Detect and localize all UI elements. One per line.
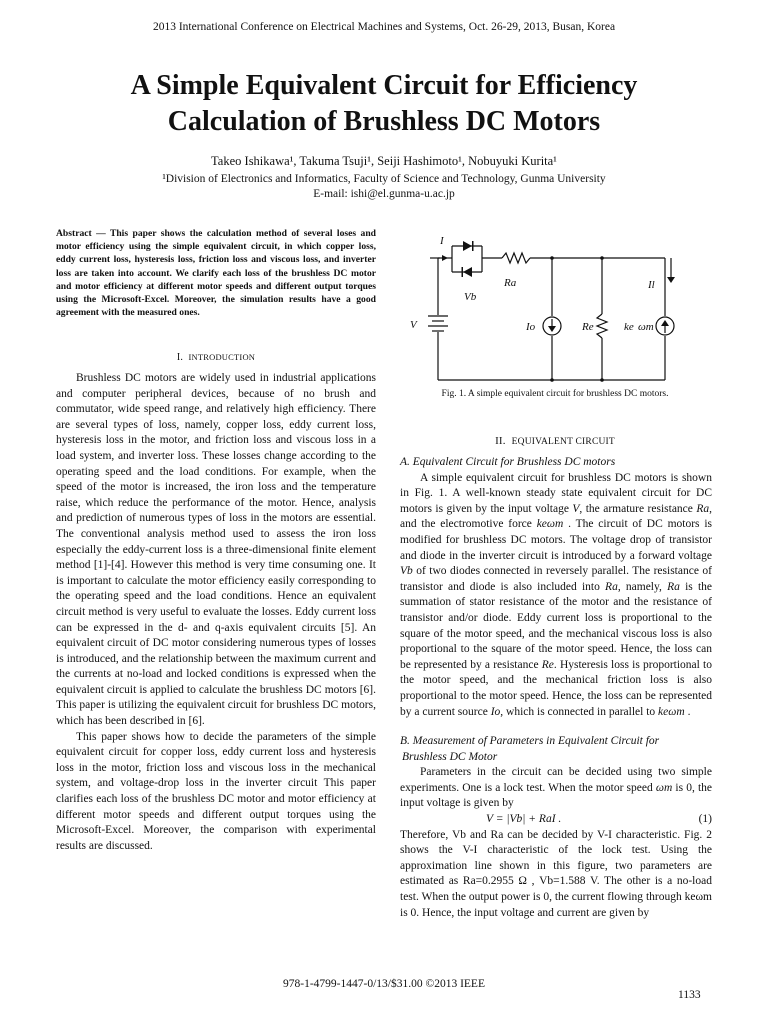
copyright-footer: 978-1-4799-1447-0/13/$31.00 ©2013 IEEE — [283, 978, 485, 990]
section-2-body — [400, 455, 712, 921]
section-title: INTRODUCTION — [188, 352, 256, 362]
subsection-a-paragraph: A simple equivalent circuit for brushless DC motors is shown in Fig. 1. A well-known steady state equivalent circuit for DC motors is given by the input voltage V, the armature resistance Ra, and the electromotive force keωm . The circuit of DC motors is modified for brushless DC motors. The voltage drop of transistor and diode in the inverter circuit is introduced by a forward voltage Vb of two diodes connected in reversely parallel. The resistance of transistor and diode is also included into Ra, namely, Ra is the summation of stator resistance of the motor and the resistance of transistor and/or diode. Eddy current loss is proportional to the square of the motor speed, and the mechanical viscous loss is also proportional to the square of the motor speed. Hence, the loss can be represented by a resistance Re. Hysteresis loss is proportional to the motor speed, and the mechanical friction loss is also proportional to the motor speed. Hence, the loss can be represented by a current source Io, which is connected in parallel to keωm . — [400, 471, 712, 718]
equation-1-number: (1) — [698, 813, 712, 826]
title-line-2: Calculation of Brushless DC Motors — [167, 106, 601, 137]
conference-header: 2013 International Conference on Electrical Machines and Systems, Oct. 26-29, 2013, Busan, Korea — [152, 21, 616, 33]
affiliation-block — [0, 172, 768, 202]
abstract: Abstract — This paper shows the calculation method of several loses and motor efficiency using the simple equivalent circuit, in which copper loss, eddy current loss, hysteresis loss, friction loss and viscous loss, and inverter loss are taken into account. We clarify each loss of the brushless DC motor and motor efficiency at different motor speeds and different output torques using the Microsoft-Excel. Moreover, the simulation results have a good agreement with the measured ones. — [56, 228, 376, 319]
section-heading-introduction — [56, 352, 376, 363]
section-title: EQUIVALENT CIRCUIT — [511, 437, 615, 447]
subsection-b-paragraph-1: Parameters in the circuit can be decided using two simple experiments. One is a lock test. When the motor speed ωm is 0, the input voltage is given by — [400, 766, 712, 810]
section-number: I. — [176, 352, 184, 363]
equation-1-body: V = |Vb| + RaI . — [486, 813, 562, 826]
label-Il: Il — [648, 279, 655, 291]
title-line-1: A Simple Equivalent Circuit for Efficiency — [130, 70, 638, 101]
subsection-b-paragraph-2: Therefore, Vb and Ra can be decided by V-I characteristic. Fig. 2 shows the V-I characteristic of the lock test. Using the approximation line shown in this figure, two parameters are estimated as Ra=0.2955 Ω , Vb=1.588 V. The other is a no-load test. When the output power is 0, the current flowing through keωm is 0. Hence, the input voltage and current are given by — [400, 828, 712, 919]
paper-title — [40, 68, 728, 140]
label-Vb: Vb — [464, 291, 477, 303]
intro-paragraph-2: This paper shows how to decide the parameters of the simple equivalent circuit for copper loss, eddy current loss and hysteresis loss in the motor, friction loss and viscous loss in the mechanical system, and voltage-drop loss in the inverter circuit This paper clarifies each loss of the brushless DC motor and motor efficiency at different motor speeds and different output torques using the Microsoft-Excel. Moreover, the comparison with experimental results are discussed. — [56, 730, 376, 852]
email: E-mail: ishi@el.gunma-u.ac.jp — [313, 188, 455, 200]
figure-1-circuit — [400, 228, 700, 388]
intro-body — [56, 371, 376, 854]
affiliation: ¹Division of Electronics and Informatics, Faculty of Science and Technology, Gunma University — [162, 173, 606, 185]
label-V: V — [410, 319, 417, 331]
label-ke: ke — [624, 321, 634, 333]
figure-1-caption: Fig. 1. A simple equivalent circuit for brushless DC motors. — [441, 389, 669, 399]
intro-paragraph-1: Brushless DC motors are widely used in industrial applications and computer peripheral devices, because of no brush and commutator, wide speed range, and relatively high efficiency. There are several types of loss, namely, copper loss, eddy current loss, hysteresis loss in the motor, and friction loss and viscous loss in a load system, and inverter loss. These losses change according to the operating speed and the load conditions. For example, when the speed of the motor is increased, the iron loss and the temperature raise, which reduce the performance of the motor. Hence, analysis and prediction of numerous types of loss in the motors are essential. The conventional analysis method used to assess the iron loss especially the eddy-current loss is a three-dimensional finite element method [1]-[4]. However this method is very time consuming one. It is important to calculate the motor efficiency easily corresponding to the operating speed and the load conditions. Hence an equivalent circuit method is very useful to evaluate the losses. Eddy current loss can be expressed in the d- and q-axis equivalent circuits [5]. An equivalent circuit of DC motor considering numerous types of losses is introduced, and the relationship between the maximum current and the currents at no-load and locked conditions is expressed when the equivalent circuit is applied to calculate the brushless DC motors [6]. This paper is utilizing the equivalent circuit for brushless DC motors, which has been described in [6]. — [56, 372, 376, 728]
section-heading-equivalent-circuit — [400, 435, 710, 447]
label-wm: ωm — [638, 321, 654, 333]
page-number: 1133 — [678, 989, 701, 1001]
subsection-b-heading: B. Measurement of Parameters in Equivalent Circuit for Brushless DC Motor — [400, 735, 660, 763]
label-Ra: Ra — [504, 277, 517, 289]
equation-1 — [400, 812, 712, 828]
author-list: Takeo Ishikawa¹, Takuma Tsuji¹, Seiji Hashimoto¹, Nobuyuki Kurita¹ — [211, 154, 557, 168]
subsection-a-heading: A. Equivalent Circuit for Brushless DC motors — [400, 456, 616, 468]
label-Re: Re — [582, 321, 594, 333]
label-Io: Io — [526, 321, 536, 333]
label-I: I — [440, 235, 444, 247]
section-number: II. — [495, 435, 506, 447]
